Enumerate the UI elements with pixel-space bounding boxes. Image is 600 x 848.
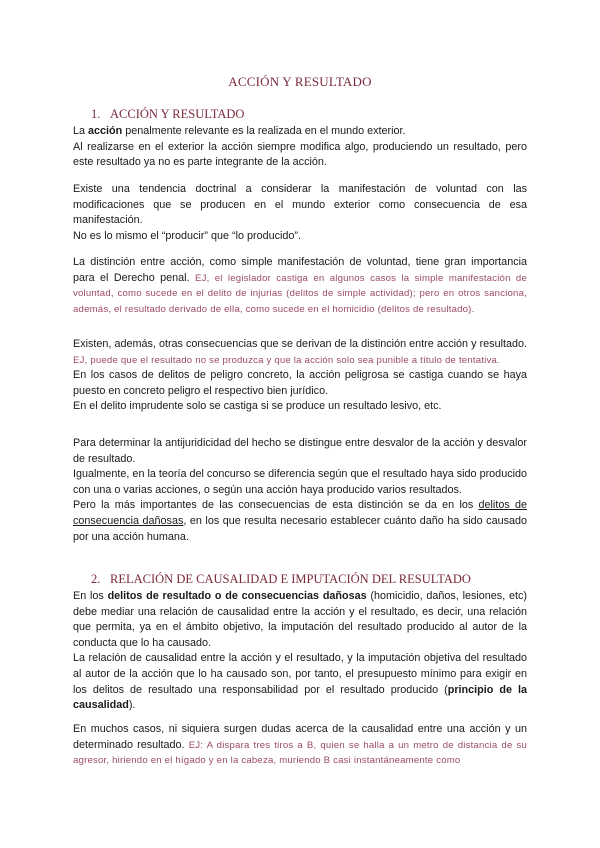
section-1-paragraph-3: La distinción entre acción, como simple manifestación de voluntad, tiene gran importancia para el Derecho penal. EJ, el legislador castiga en algunos casos la simple manifestación de voluntad, como sucede en el delito de injurias (delitos de simple actividad); pero en otros sanciona, además, el resultado derivado de ella, como sucede en el homicidio (delitos de resultado). (73, 256, 528, 315)
example-note: EJ: A dispara tres tiros a B, quien se halla a un metro de distancia de su agresor, hiriendo en el hígado y en la cabeza, muriendo B casi instantáneamente como (73, 739, 528, 767)
section-2-heading (91, 572, 471, 587)
section-2-title: RELACIÓN DE CAUSALIDAD E IMPUTACIÓN DEL RESULTADO (110, 572, 471, 586)
document-title: ACCIÓN Y RESULTADO (228, 74, 372, 89)
example-note: EJ, puede que el resultado no se produzca y que la acción solo sea punible a título de tentativa. (73, 354, 500, 366)
bold-term-delitos: delitos de resultado o de consecuencias dañosas (107, 590, 367, 602)
section-1-paragraph-1: La acción penalmente relevante es la realizada en el mundo exterior. Al realizarse en el exterior la acción siempre modifica algo, produciendo un resultado, pero este resultado ya no es parte integrante de la acción. (73, 125, 527, 169)
section-1-paragraph-5: Para determinar la antijuridicidad del hecho se distingue entre desvalor de la acción y desvalor de resultado. Igualmente, en la teoría del concurso se diferencia según que el resultado haya sido producido con una o varias acciones, o según una acción haya producido varios resultados. Pero la más importantes de las consecuencias de esta distinción se da en los delitos de consecuencia dañosas, en los que resulta necesario establecer cuánto daño ha sido causado por una acción humana. (73, 437, 527, 543)
section-1-number: 1. (91, 107, 101, 121)
underlined-term: delitos de consecuencia dañosas (73, 499, 527, 527)
section-1-paragraph-2: Existe una tendencia doctrinal a considerar la manifestación de voluntad con las modificaciones que se producen en el mundo exterior como consecuencia de esa manifestación. No es lo mismo el “producir” que “lo producido”. (73, 183, 527, 242)
section-1-paragraph-4: Existen, además, otras consecuencias que se derivan de la distinción entre acción y resultado. EJ, puede que el resultado no se produzca y que la acción solo sea punible a título de tentativa. En los casos de delitos de peligro concreto, la acción peligrosa se castiga cuando se haya puesto en concreto peligro el respectivo bien jurídico. En el delito imprudente solo se castiga si se produce un resultado lesivo, etc. (73, 338, 527, 413)
section-1-heading (91, 107, 244, 122)
section-1-title: ACCIÓN Y RESULTADO (110, 107, 245, 121)
bold-term-principio: principio de la causalidad (73, 683, 527, 712)
bold-term-accion: acción (88, 125, 123, 137)
section-2-number: 2. (91, 572, 101, 586)
section-2-paragraph-1: En los delitos de resultado o de consecuencias dañosas (homicidio, daños, lesiones, etc) debe mediar una relación de causalidad entre la acción y el resultado, es decir, una relación que permita, ya en el ámbito objetivo, la imputación del resultado producido al autor de la conducta que lo ha causado. La relación de causalidad entre la acción y el resultado, y la imputación objetiva del resultado al autor de la acción que lo ha causado son, por tanto, el presupuesto mínimo para exigir en los delitos de resultado una responsabilidad por el resultado producido (principio de la causalidad). (73, 590, 527, 712)
example-note: EJ, el legislador castiga en algunos casos la simple manifestación de voluntad, como sucede en el delito de injurias (delitos de simple actividad); pero en otros sanciona, además, el resultado derivado de ella, como sucede en el homicidio (delitos de resultado). (73, 272, 528, 315)
section-2-paragraph-2: En muchos casos, ni siquiera surgen dudas acerca de la causalidad entre una acción y un determinado resultado. EJ: A dispara tres tiros a B, quien se halla a un metro de distancia de su agresor, hiriendo en el hígado y en la cabeza, muriendo B casi instantáneamente como (73, 723, 528, 767)
